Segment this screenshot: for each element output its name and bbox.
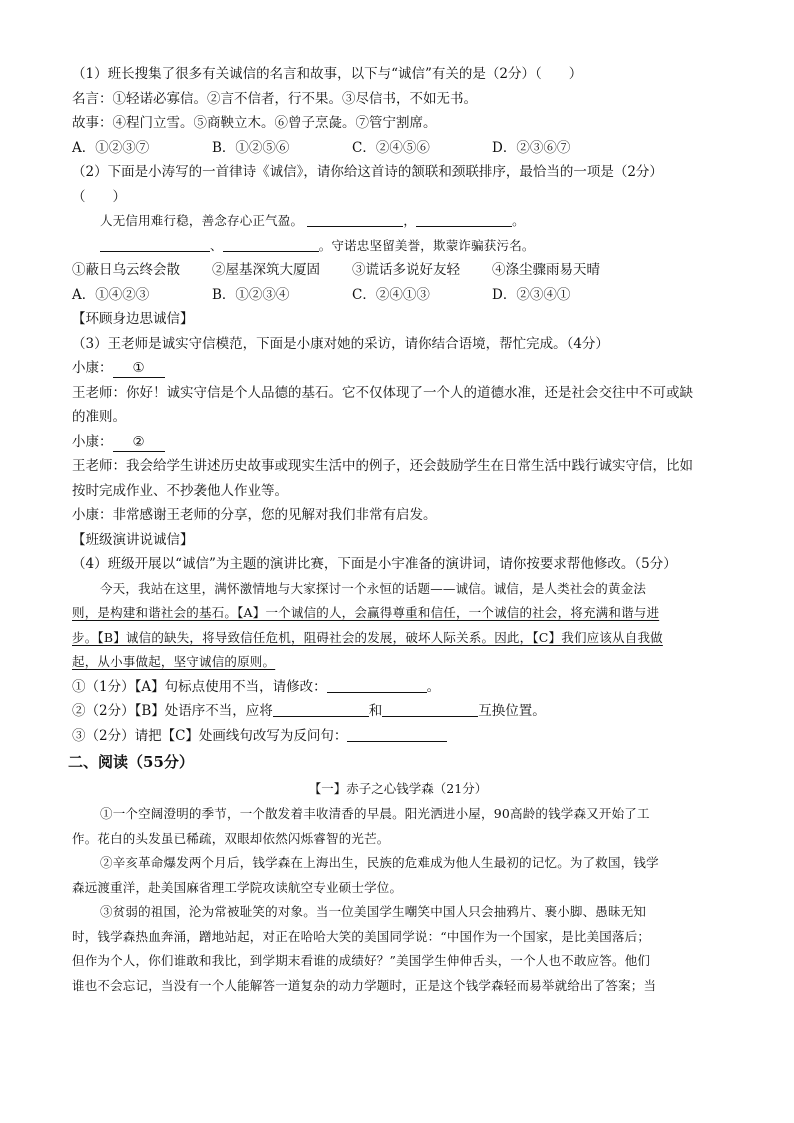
q2-poem-text1: 人无信用难行稳，善念存心正气盈。 — [100, 213, 304, 228]
q2-dunhao: 、 — [210, 237, 223, 253]
q4-sub3 — [72, 724, 724, 749]
q1-option-b[interactable]: B．①②⑤⑥ — [212, 139, 290, 156]
section-honesty-around: 【环顾身边思诚信】 — [72, 311, 194, 327]
passage-para3-b: 时，钱学森热血奔涌，蹭地站起，对正在哈哈大笑的美国同学说：“中国作为一个国家，是比美国落后； — [72, 928, 651, 944]
passage-para3-d: 谁也不会忘记，当没有一个人能解答一道复杂的动力学题时，正是这个钱学森轻而易举就给出了答案；当 — [72, 977, 657, 993]
q2-period: 。 — [512, 213, 525, 228]
q3-kang-3: 小康：非常感谢王老师的分享，您的见解对我们非常有启发。 — [72, 507, 437, 523]
q2-paren: （ ） — [72, 188, 126, 205]
q4-stem: （4）班级开展以“诚信”为主题的演讲比赛，下面是小宇准备的演讲词，请你按要求帮他修改。（5分） — [72, 556, 677, 572]
q4-speech-line4: 起，从小事做起，坚守诚信的原则。 — [72, 654, 276, 669]
q2-blank-4[interactable] — [223, 237, 319, 252]
passage-para1-a: ①一个空阔澄明的季节，一个散发着丰收清香的早晨。阳光洒进小屋，90高龄的钱学森又开始了工 — [100, 806, 650, 821]
q2-blank-2[interactable] — [416, 212, 512, 227]
q1-option-c[interactable]: C．②④⑤⑥ — [352, 139, 430, 156]
q2-stem: （2）下面是小涛写的一首律诗《诚信》，请你给这首诗的颔联和颈联排序，最恰当的一项是（2分） — [72, 164, 663, 180]
exam-page — [68, 62, 724, 998]
q4-sub3-blank[interactable] — [347, 727, 447, 742]
q2-poem-text2: 。守诺忠坚留美誉，欺蒙诈骗获污名。 — [318, 237, 535, 253]
q2-comma: ， — [403, 213, 417, 228]
q2-option-b[interactable]: B．①②③④ — [212, 286, 290, 303]
q4-sub1 — [72, 675, 724, 700]
section-class-speech: 【班级演讲说诚信】 — [72, 531, 194, 548]
q2-choice-1: ①蔽日乌云终会散 — [72, 262, 180, 278]
q3-stem: （3）王老师是诚实守信模范，下面是小康对她的采访，请你结合语境，帮忙完成。（4分） — [72, 335, 609, 352]
q2-choice-4: ④涤尘骤雨易天晴 — [492, 262, 600, 278]
passage-para3-c: 但作为个人，你们谁敢和我比，到学期末看谁的成绩好？”美国学生伸伸舌头，一个人也不敢应答。他们 — [72, 953, 651, 968]
passage-para2-a: ②辛亥革命爆发两个月后，钱学森在上海出生，民族的危难成为他人生最初的记忆。为了救国，钱学 — [100, 855, 659, 870]
q2-blank-1[interactable] — [307, 212, 403, 227]
q2-choice-2: ②屋基深筑大厦固 — [212, 262, 320, 278]
passage-para3-a: ③贫弱的祖国，沦为常被耻笑的对象。当一位美国学生嘲笑中国人只会抽鸦片、裹小脚、愚昧无知 — [100, 904, 647, 919]
q4-sub1-text: ①（1分）【A】句标点使用不当，请修改： — [72, 678, 327, 695]
q2-choice-3: ③谎话多说好友轻 — [352, 262, 460, 278]
q1-stem: （1）班长搜集了很多有关诚信的名言和故事，以下与“诚信”有关的是（2分）（ ） — [72, 66, 583, 82]
q1-option-d[interactable]: D．②③⑥⑦ — [492, 139, 571, 156]
q4-sub3-text: ③（2分）请把【C】处画线句改写为反问句： — [72, 727, 348, 744]
q4-speech-line2: 则，是构建和谐社会的基石。【A】一个诚信的人，会赢得尊重和信任，一个诚信的社会，将充满和谐与进 — [72, 605, 660, 620]
q3-answer-2[interactable]: ② — [113, 433, 165, 452]
q4-sub1-end: 。 — [426, 678, 441, 695]
q1-option-a[interactable]: A．①②③⑦ — [72, 139, 150, 156]
q3-wang-1: 王老师：你好！诚实守信是个人品德的基石。它不仅体现了一个人的道德水准，还是社会交往中不可或缺 — [72, 384, 693, 401]
q2-choices — [72, 258, 724, 283]
section-2-heading: 二、阅读（55分） — [68, 753, 194, 771]
q4-sub2-blank-1[interactable] — [273, 702, 369, 717]
q2-poem-line2 — [72, 234, 724, 259]
q4-sub2-blank-2[interactable] — [382, 702, 478, 717]
q4-sub2-text: ②（2分）【B】处语序不当，应将 — [72, 703, 273, 719]
q1-options — [72, 136, 724, 161]
q4-sub1-blank[interactable] — [327, 678, 427, 693]
q4-sub2 — [72, 699, 724, 724]
q3-kang-label-1: 小康： — [72, 360, 113, 376]
q2-option-a[interactable]: A．①④②③ — [72, 286, 150, 303]
passage-para1-b: 作。花白的头发虽已稀疏，双眼却依然闪烁睿智的光芒。 — [72, 830, 390, 846]
q3-wang-2: 王老师：我会给学生讲述历史故事或现实生活中的例子，还会鼓励学生在日常生活中践行诚实守信，比如 — [72, 458, 693, 474]
q2-option-d[interactable]: D．②③④① — [492, 286, 571, 303]
q2-options — [72, 283, 724, 308]
q4-sub2-and: 和 — [368, 703, 383, 719]
q3-kang-2 — [72, 430, 724, 455]
passage-para2-b: 森远渡重洋，赴美国麻省理工学院攻读航空专业硕士学位。 — [72, 879, 403, 895]
q3-wang-2b: 按时完成作业、不抄袭他人作业等。 — [72, 482, 288, 499]
q4-speech-line3: 步。【B】诚信的缺失，将导致信任危机，阻碍社会的发展，破坏人际关系。因此，【C】我们应该从自我做 — [72, 629, 663, 645]
q4-sub2-end: 互换位置。 — [478, 703, 546, 719]
q1-quotes: 名言：①轻诺必寡信。②言不信者，行不果。③尽信书，不如无书。 — [72, 90, 477, 107]
q2-poem-line1 — [72, 209, 724, 234]
q1-stories: 故事：④程门立雪。⑤商鞅立木。⑥曾子烹彘。⑦管宁割席。 — [72, 115, 437, 131]
q3-kang-1 — [72, 356, 724, 381]
q3-answer-1[interactable]: ① — [113, 359, 165, 378]
q3-kang-label-2: 小康： — [72, 433, 113, 450]
passage-title: 【一】赤子之心钱学森（21分） — [308, 781, 488, 796]
q4-speech-line1: 今天，我站在这里，满怀激情地与大家探讨一个永恒的话题——诚信。诚信，是人类社会的黄金法 — [100, 580, 647, 596]
q2-option-c[interactable]: C．②④①③ — [352, 286, 430, 303]
q3-wang-1b: 的准则。 — [72, 409, 126, 425]
q2-blank-3[interactable] — [100, 237, 210, 252]
